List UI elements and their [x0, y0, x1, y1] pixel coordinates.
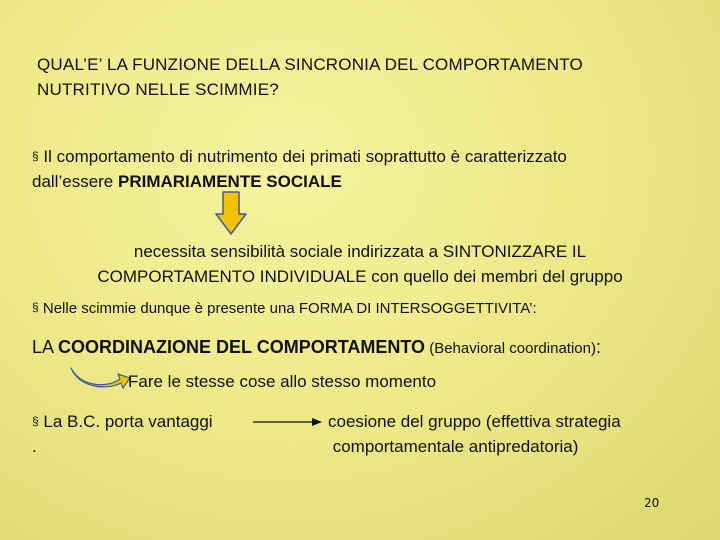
slide-title	[37, 52, 583, 102]
title-line-1: QUAL’E’ LA FUNZIONE DELLA SINCRONIA DEL COMPORTAMENTO	[37, 55, 583, 74]
p4-small: (Behavioral coordination)	[425, 340, 596, 357]
paragraph-same-time: Fare le stesse cose allo stesso momento	[128, 372, 437, 391]
title-line-2: NUTRITIVO NELLE SCIMMIE?	[37, 80, 279, 99]
bullet-icon: §	[32, 300, 39, 314]
right-arrow-icon	[252, 416, 324, 428]
paragraph-group-cohesion	[328, 409, 621, 459]
bullet-icon: §	[32, 149, 39, 163]
p4-prefix: LA	[32, 337, 59, 357]
p1-line-1: Il comportamento di nutrimento dei primati soprattutto è caratterizzato	[43, 147, 567, 166]
p1-line-2-prefix: dall’essere	[32, 172, 118, 191]
paragraph-social-feeding	[32, 144, 567, 194]
p6-left-line-1: La B.C. porta vantaggi	[43, 412, 213, 431]
p2-line-2: COMPORTAMENTO INDIVIDUALE con quello dei membri del gruppo	[97, 267, 623, 286]
p1-line-2-bold: PRIMARIAMENTE SOCIALE	[118, 172, 342, 191]
p6-right-line-2: comportamentale antipredatoria)	[328, 437, 579, 456]
p4-bold: COORDINAZIONE DEL COMPORTAMENTO	[58, 337, 426, 357]
paragraph-social-sensitivity	[0, 239, 720, 289]
p6-right-line-1: coesione del gruppo (effettiva strategia	[328, 412, 621, 431]
bullet-icon: §	[32, 414, 39, 428]
down-arrow-icon	[215, 191, 247, 236]
p3-text: Nelle scimmie dunque è presente una FORMA DI INTERSOGGETTIVITA’:	[42, 300, 537, 317]
page-number: 20	[644, 496, 660, 510]
p2-line-1: necessita sensibilità sociale indirizzata a SINTONIZZARE IL	[133, 242, 587, 261]
paragraph-advantages	[32, 409, 213, 459]
p4-suffix: :	[595, 337, 601, 357]
curved-arrow-icon	[68, 360, 132, 390]
paragraph-intersubjectivity	[32, 300, 537, 317]
p6-left-line-2: .	[32, 437, 37, 456]
paragraph-behavioral-coordination	[32, 337, 601, 358]
